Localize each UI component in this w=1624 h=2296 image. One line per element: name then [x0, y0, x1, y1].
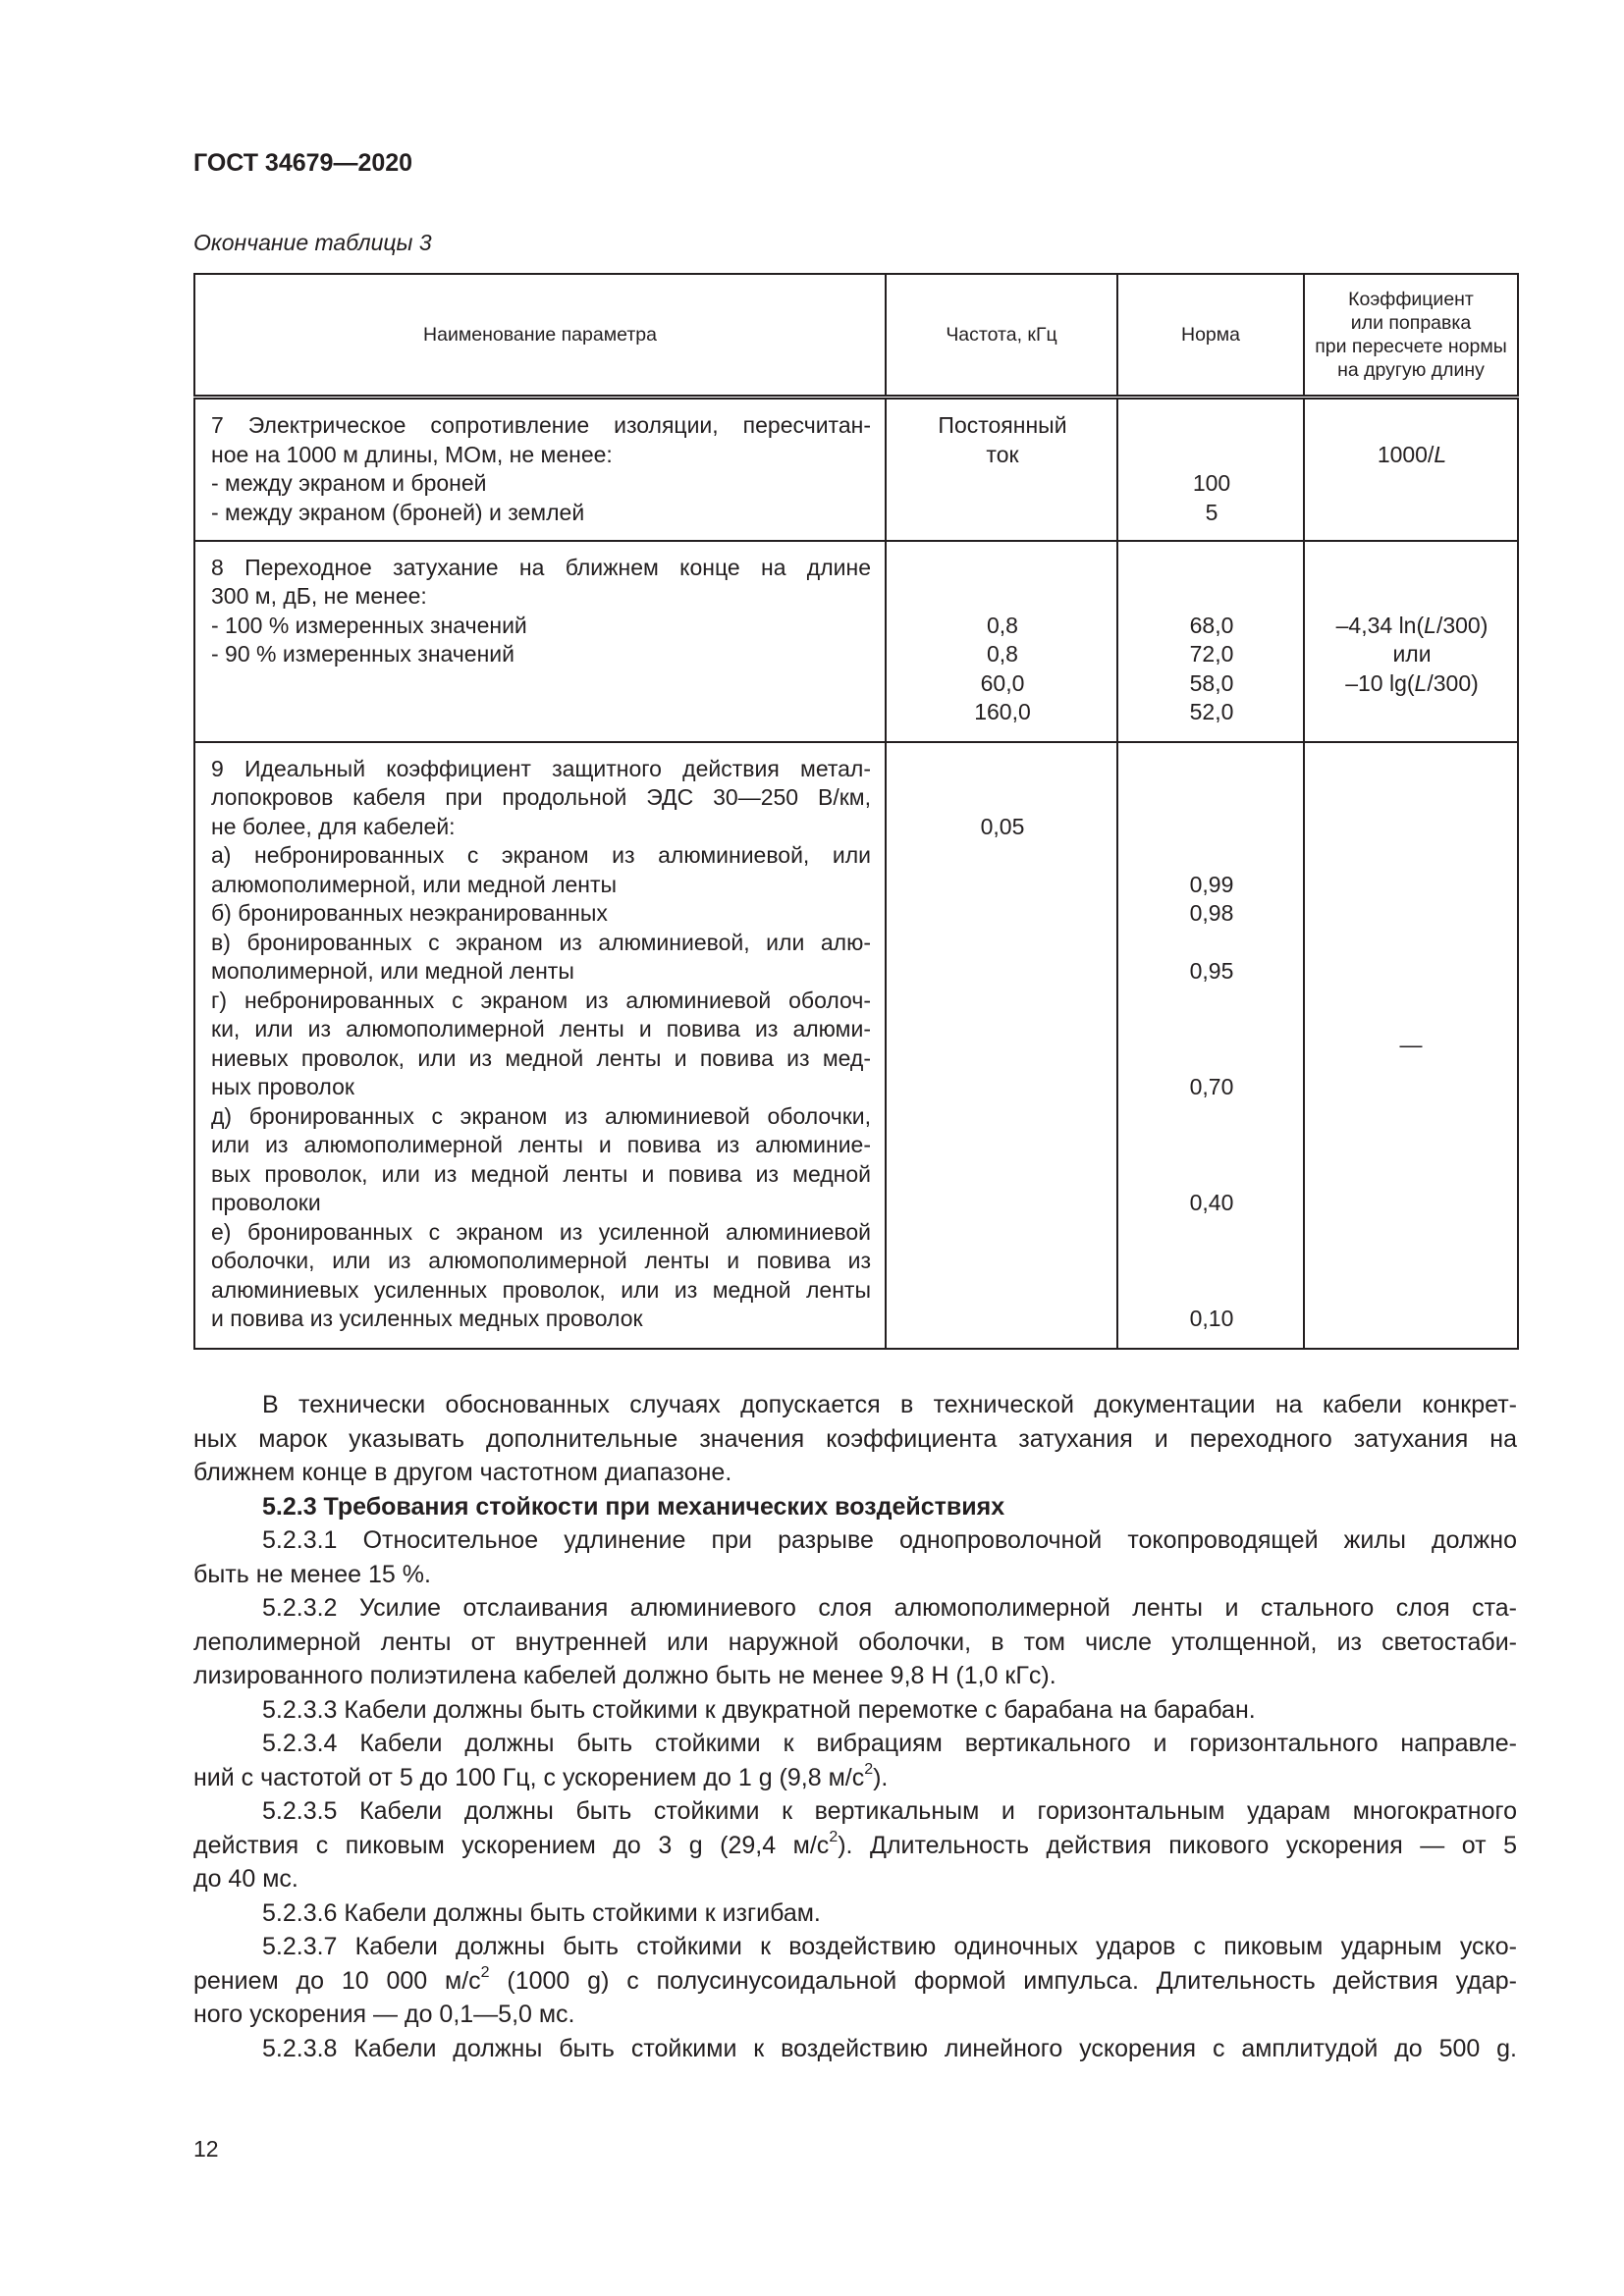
- norm-line: [1134, 1102, 1289, 1132]
- header-parameter-name: Наименование параметра: [194, 274, 886, 398]
- param-line: 300 м, дБ, не менее:: [211, 583, 427, 609]
- paragraph-line: 5.2.3.7 Кабели должны быть стойкими к воздействию одиночных ударов с пиковым ударным уско-: [262, 1933, 1517, 1960]
- paragraph-line: 5.2.3.6 Кабели должны быть стойкими к изгибам.: [262, 1898, 821, 1927]
- paragraph-line: быть не менее 15 %.: [193, 1560, 431, 1588]
- norm-line: 0,10: [1189, 1306, 1234, 1331]
- row7-parameter: [194, 398, 886, 541]
- paragraph-line: 5.2.3.8 Кабели должны быть стойкими к воздействию линейного ускорения с амплитудой до 500 g.: [262, 2034, 1517, 2062]
- norm-line: [1134, 841, 1289, 871]
- param-line: ных проволок: [211, 1074, 354, 1099]
- table-row: [194, 742, 1518, 1349]
- param-line: оболочки, или из алюмополимерной ленты и повива из: [211, 1248, 871, 1273]
- norm-line: [1134, 1218, 1289, 1248]
- header-coefficient: [1304, 274, 1518, 398]
- freq-line: 0,05: [980, 813, 1025, 839]
- param-line: проволоки: [211, 1190, 321, 1215]
- param-line: вых проволок, или из медной ленты и повива из медной: [211, 1160, 871, 1187]
- row9-parameter: [194, 742, 886, 1349]
- row8-norm: [1117, 541, 1304, 742]
- coef-formula-lg: –10 lg(L/300): [1345, 669, 1479, 696]
- param-line: 8 Переходное затухание на ближнем конце на длине: [211, 554, 871, 580]
- norm-line: [1134, 411, 1289, 441]
- freq-line: 60,0: [980, 669, 1025, 696]
- norm-line: 68,0: [1189, 612, 1234, 638]
- freq-line: [902, 755, 1103, 784]
- paragraph-line: рением до 10 000 $м/с^2$ (1000 g) с полусинусоидальной формой импульса. Длительность действия удар-: [193, 1964, 1517, 1995]
- row9-frequency: [886, 742, 1117, 1349]
- param-line: д) бронированных с экраном из алюминиевой оболочки,: [211, 1102, 871, 1129]
- norm-line: 0,40: [1189, 1190, 1234, 1215]
- freq-line: Постоянный: [938, 412, 1067, 438]
- paragraph-line: 5.2.3.5 Кабели должны быть стойкими к вертикальным и горизонтальным ударам многократного: [262, 1797, 1517, 1825]
- coef-or: или: [1392, 641, 1432, 667]
- paragraph-line: 5.2.3.4 Кабели должны быть стойкими к вибрациям вертикального и горизонтального направле-: [262, 1730, 1517, 1757]
- coef-formula: 1000/L: [1377, 441, 1447, 467]
- norm-line: [1134, 554, 1289, 583]
- paragraph-line: 5.2.3.2 Усилие отслаивания алюминиевого слоя алюмополимерной ленты и стального слоя ста-: [262, 1594, 1517, 1622]
- norm-line: 52,0: [1189, 699, 1234, 724]
- norm-line: 0,95: [1189, 958, 1234, 984]
- param-line: - 90 % измеренных значений: [211, 641, 514, 667]
- norm-line: [1134, 1247, 1289, 1276]
- param-line: в) бронированных с экраном из алюминиевой, или алю-: [211, 929, 871, 955]
- norm-line: 0,99: [1189, 871, 1234, 897]
- norm-line: [1134, 929, 1289, 958]
- param-line: не более, для кабелей:: [211, 813, 456, 839]
- freq-line: ток: [986, 441, 1019, 467]
- document-header: ГОСТ 34679—2020: [193, 149, 413, 177]
- freq-line: [902, 554, 1103, 583]
- freq-line: [902, 783, 1103, 813]
- row8-frequency: [886, 541, 1117, 742]
- norm-line: [1134, 441, 1289, 470]
- norm-line: 0,98: [1189, 900, 1234, 926]
- norm-line: [1134, 1276, 1289, 1306]
- header-coef-line: Коэффициент: [1348, 289, 1474, 310]
- paragraph-line: 5.2.3.1 Относительное удлинение при разрыве однопроволочной токопроводящей жилы должно: [262, 1526, 1517, 1554]
- param-line: ное на 1000 м длины, МОм, не менее:: [211, 441, 613, 467]
- row7-coefficient: [1304, 398, 1518, 541]
- header-coef-line: или поправка: [1350, 312, 1472, 334]
- table-caption: Окончание таблицы 3: [193, 230, 432, 255]
- paragraph-line: до 40 мс.: [193, 1865, 298, 1893]
- row9-coefficient: —: [1304, 742, 1518, 1349]
- param-line: ниевых проволок, или из медной ленты и повива из мед-: [211, 1044, 871, 1071]
- paragraph-line: действия с пиковым ускорением до 3 g (29,4 $м/с^2$). Длительность действия пикового ускорения — от 5: [193, 1829, 1517, 1859]
- param-line: лопокровов кабеля при продольной ЭДС 30—250 В/км,: [211, 784, 871, 810]
- param-line: - между экраном (броней) и землей: [211, 499, 585, 525]
- header-coef-line: при пересчете нормы: [1315, 336, 1507, 357]
- row8-coefficient: [1304, 541, 1518, 742]
- norm-line: 100: [1192, 470, 1231, 496]
- param-line: а) небронированных с экраном из алюминиевой, или: [211, 842, 871, 868]
- norm-line: 0,70: [1189, 1074, 1234, 1099]
- paragraph-line: ного ускорения — до 0,1—5,0 мс.: [193, 2001, 575, 2028]
- norm-line: [1134, 582, 1289, 612]
- param-line: алюмополимерной, или медной ленты: [211, 871, 618, 897]
- coef-formula-ln: –4,34 ln(L/300): [1335, 612, 1489, 638]
- table-row: [194, 398, 1518, 541]
- param-line: - 100 % измеренных значений: [211, 612, 527, 638]
- param-line: алюминиевых усиленных проволок, или из медной ленты: [211, 1276, 871, 1303]
- norm-line: 58,0: [1189, 669, 1234, 696]
- param-line: - между экраном и броней: [211, 470, 487, 496]
- norm-line: [1134, 1044, 1289, 1074]
- param-line: ки, или из алюмополимерной ленты и повива из алюми-: [211, 1016, 871, 1041]
- norm-line: [1134, 1131, 1289, 1160]
- norm-line: 5: [1205, 499, 1218, 525]
- freq-line: 0,8: [987, 641, 1018, 667]
- param-line: е) бронированных с экраном из усиленной алюминиевой: [211, 1218, 871, 1245]
- paragraph-line: леполимерной ленты от внутренней или наружной оболочки, в том числе утолщенной, из светостаби-: [193, 1628, 1517, 1656]
- header-frequency: Частота, кГц: [886, 274, 1117, 398]
- body-text: [193, 1388, 1517, 2065]
- param-line: мополимерной, или медной ленты: [211, 958, 574, 984]
- param-line: г) небронированных с экраном из алюминиевой оболоч-: [211, 987, 871, 1013]
- param-line: 7 Электрическое сопротивление изоляции, пересчитан-: [211, 412, 871, 438]
- norm-line: [1134, 1015, 1289, 1044]
- freq-line: [902, 582, 1103, 612]
- paragraph-line: ний с частотой от 5 до 100 Гц, с ускорением до 1 g (9,8 $м/с^2$).: [193, 1761, 889, 1791]
- norm-line: [1134, 755, 1289, 784]
- row7-frequency: [886, 398, 1117, 541]
- norm-line: 72,0: [1189, 641, 1234, 667]
- paragraph-line: лизированного полиэтилена кабелей должно быть не менее 9,8 Н (1,0 кГс).: [193, 1662, 1056, 1689]
- table-header-row: [194, 274, 1518, 398]
- param-line: б) бронированных неэкранированных: [211, 900, 608, 926]
- norm-line: [1134, 987, 1289, 1016]
- header-norm: Норма: [1117, 274, 1304, 398]
- row9-norm: [1117, 742, 1304, 1349]
- param-line: и повива из усиленных медных проволок: [211, 1306, 643, 1331]
- paragraph-line: ных марок указывать дополнительные значения коэффициента затухания и переходного затухания на: [193, 1424, 1517, 1453]
- freq-line: 160,0: [974, 699, 1031, 724]
- page-number: 12: [193, 2136, 219, 2162]
- norm-line: [1134, 813, 1289, 842]
- param-line: 9 Идеальный коэффициент защитного действия метал-: [211, 755, 871, 781]
- freq-line: 0,8: [987, 612, 1018, 638]
- header-coef-line: на другую длину: [1337, 359, 1485, 381]
- row8-parameter: [194, 541, 886, 742]
- table-row: [194, 541, 1518, 742]
- norm-line: [1134, 1160, 1289, 1190]
- row7-norm: [1117, 398, 1304, 541]
- norm-line: [1134, 783, 1289, 813]
- paragraph-line: ближнем конце в другом частотном диапазоне.: [193, 1459, 732, 1486]
- parameters-table: [193, 273, 1517, 1350]
- paragraph-line: В технически обоснованных случаях допускается в технической документации на кабели конкрет-: [262, 1391, 1517, 1418]
- section-heading: 5.2.3 Требования стойкости при механических воздействиях: [262, 1492, 1005, 1521]
- param-line: или из алюмополимерной ленты и повива из алюминие-: [211, 1132, 871, 1157]
- paragraph-line: 5.2.3.3 Кабели должны быть стойкими к двукратной перемотке с барабана на барабан.: [262, 1695, 1256, 1724]
